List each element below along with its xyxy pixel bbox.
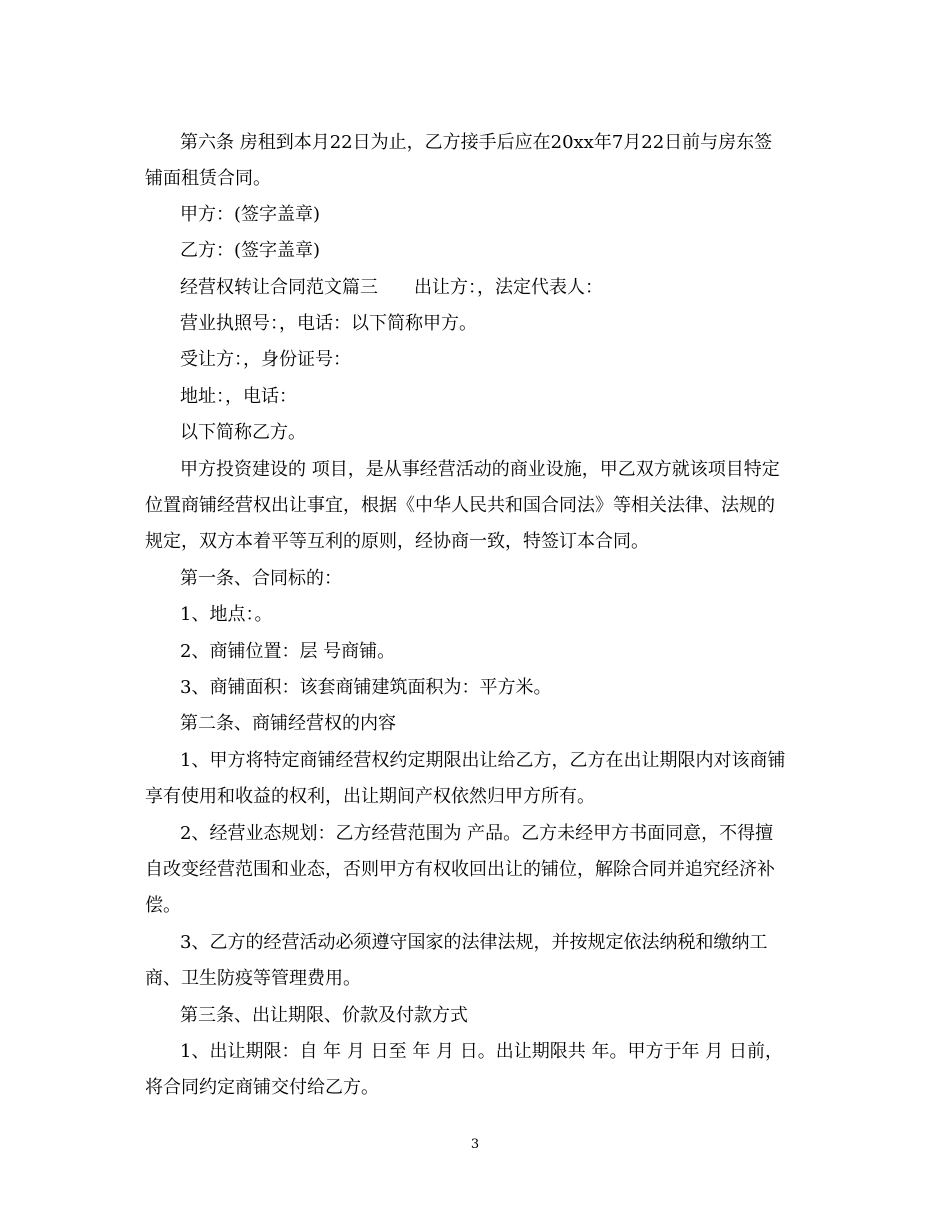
text-line: 第六条 房租到本月22日为止，乙方接手后应在20xx年7月22日前与房东签 <box>180 132 773 153</box>
text-line: 将合同约定商铺交付给乙方。 <box>145 1077 379 1098</box>
text-line: 规定，双方本着平等互利的原则，经协商一致，特签订本合同。 <box>145 531 649 552</box>
text-line: 受让方：，身份证号： <box>180 349 351 370</box>
text-line: 2、经营业态规划：乙方经营范围为 产品。乙方未经甲方书面同意，不得擅 <box>180 823 774 844</box>
text-line: 3、商铺面积：该套商铺建筑面积为：平方米。 <box>180 677 552 698</box>
text-line: 1、甲方将特定商铺经营权约定期限出让给乙方，乙方在出让期限内对该商铺 <box>180 750 786 771</box>
text-line: 铺面租赁合同。 <box>145 168 271 189</box>
text-line: 甲方：(签字盖章) <box>180 204 321 225</box>
text-line: 自改变经营范围和业态，否则甲方有权收回出让的铺位，解除合同并追究经济补 <box>145 859 775 880</box>
text-line: 营业执照号：，电话：以下简称甲方。 <box>180 313 477 334</box>
text-line: 乙方：(签字盖章) <box>180 240 321 261</box>
text-line: 位置商铺经营权出让事宜，根据《中华人民共和国合同法》等相关法律、法规的 <box>145 495 775 516</box>
text-line: 1、地点：。 <box>180 604 273 625</box>
text-line: 1、出让期限：自 年 月 日至 年 月 日。出让期限共 年。甲方于年 月 日前， <box>180 1041 783 1062</box>
text-line: 经营权转让合同范文篇三 出让方：，法定代表人： <box>180 277 603 298</box>
text-line: 甲方投资建设的 项目，是从事经营活动的商业设施，甲乙双方就该项目特定 <box>180 459 780 480</box>
text-line: 第一条、合同标的： <box>180 568 342 589</box>
text-line: 地址：，电话： <box>180 386 297 407</box>
text-line: 以下简称乙方。 <box>180 422 306 443</box>
text-line: 享有使用和收益的权利，出让期间产权依然归甲方所有。 <box>145 786 595 807</box>
page-number: 3 <box>470 1137 480 1152</box>
text-line: 3、乙方的经营活动必须遵守国家的法律法规，并按规定依法纳税和缴纳工 <box>180 932 768 953</box>
text-line: 第二条、商铺经营权的内容 <box>180 713 396 734</box>
text-line: 2、商铺位置：层 号商铺。 <box>180 641 396 662</box>
text-line: 偿。 <box>145 895 181 916</box>
text-line: 商、卫生防疫等管理费用。 <box>145 968 361 989</box>
text-line: 第三条、出让期限、价款及付款方式 <box>180 1005 468 1026</box>
